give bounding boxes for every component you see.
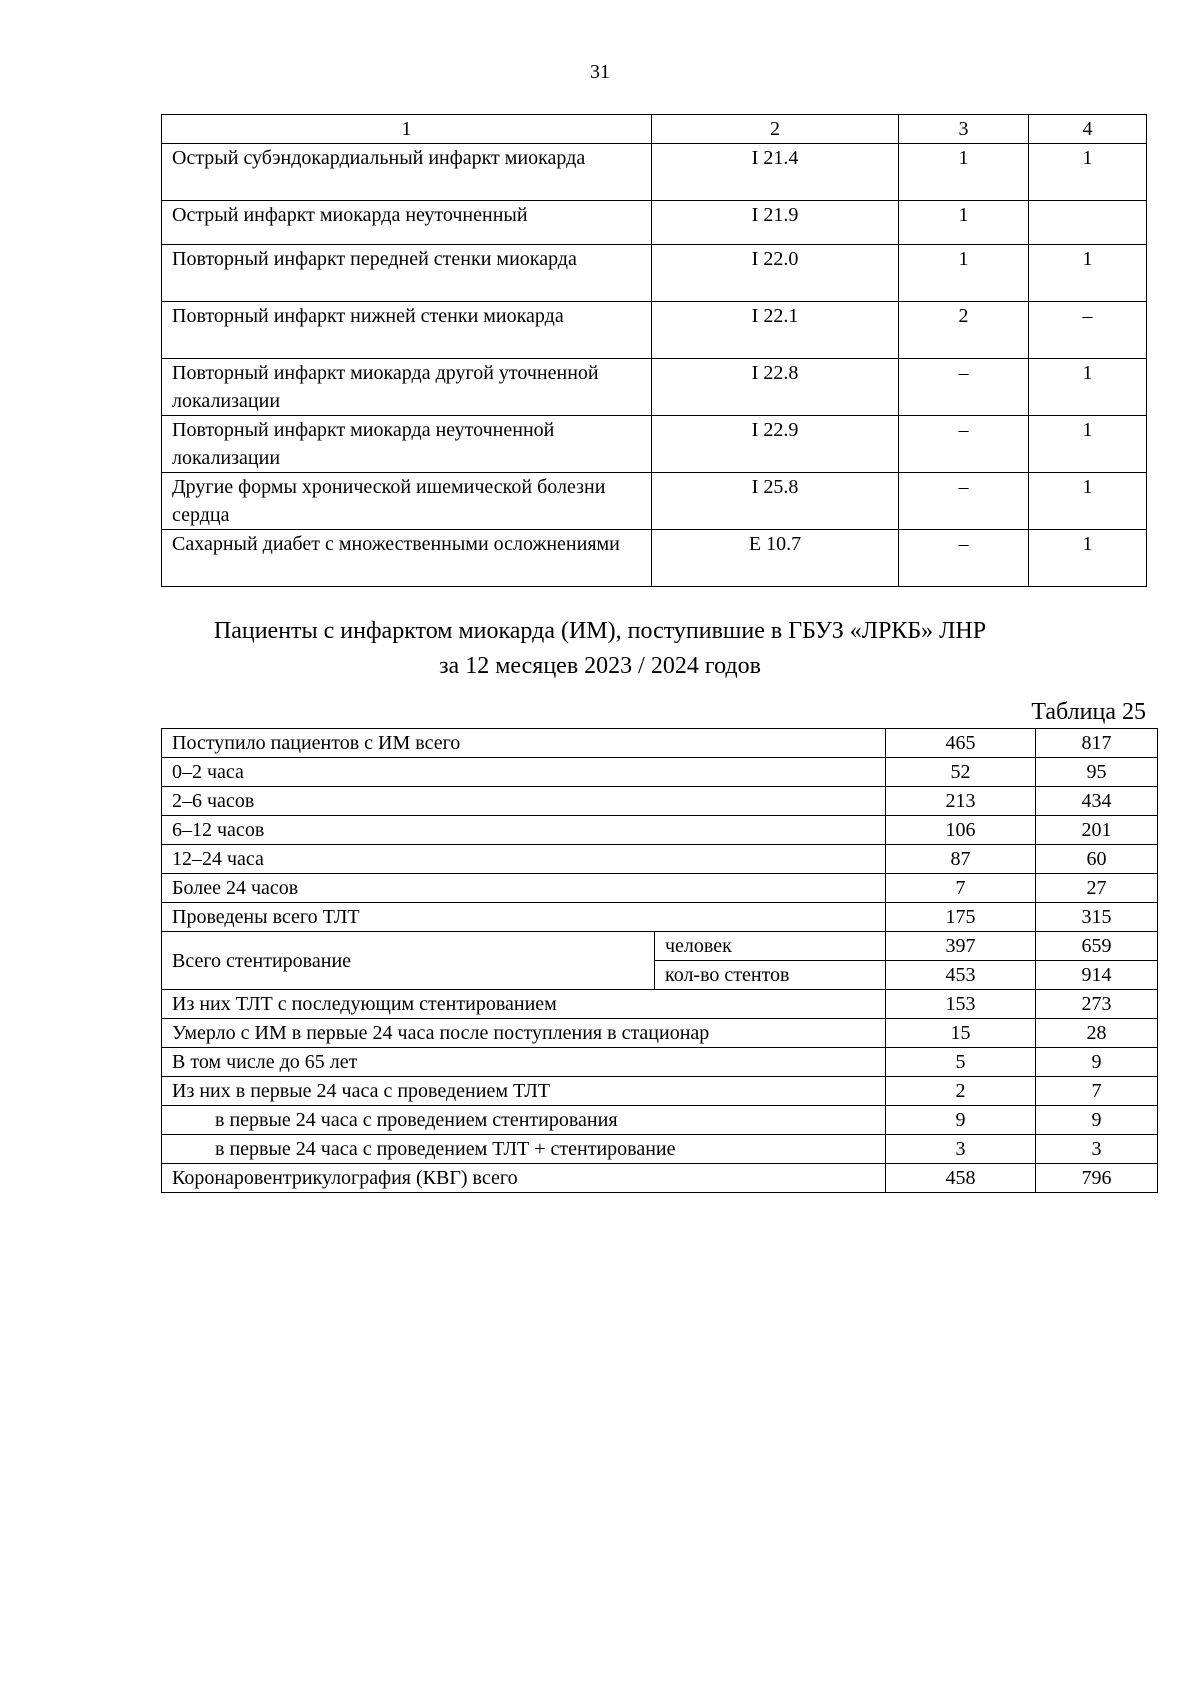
value-2023: 15 — [886, 1019, 1036, 1048]
table-row — [162, 1135, 1158, 1164]
table-label: Таблица 25 — [1031, 699, 1146, 725]
diagnosis-name: Повторный инфаркт миокарда неуточненной локализации — [162, 416, 652, 473]
value-2024: 3 — [1036, 1135, 1158, 1164]
value-2024: 9 — [1036, 1106, 1158, 1135]
row-label: Из них в первые 24 часа с проведением ТЛТ — [162, 1077, 886, 1106]
table-row — [162, 816, 1158, 845]
value-2023: 3 — [886, 1135, 1036, 1164]
cell-value: 1 — [1029, 416, 1147, 473]
value-2024: 95 — [1036, 758, 1158, 787]
row-label: Поступило пациентов с ИМ всего — [162, 729, 886, 758]
diagnosis-name: Повторный инфаркт передней стенки миокарда — [162, 245, 652, 302]
value-2023: 5 — [886, 1048, 1036, 1077]
value-2024: 28 — [1036, 1019, 1158, 1048]
table-row — [162, 201, 1147, 245]
table-row — [162, 932, 1158, 961]
row-label: 12–24 часа — [162, 845, 886, 874]
value-2024: 60 — [1036, 845, 1158, 874]
value-2023: 87 — [886, 845, 1036, 874]
table-row — [162, 302, 1147, 359]
table-row — [162, 990, 1158, 1019]
sub-row-label: человек — [655, 932, 886, 961]
row-label: в первые 24 часа с проведением ТЛТ + стентирование — [162, 1135, 886, 1164]
value-2023: 52 — [886, 758, 1036, 787]
table-row — [162, 245, 1147, 302]
diagnosis-code: I 22.8 — [652, 359, 899, 416]
table-row — [162, 359, 1147, 416]
table-row — [162, 1077, 1158, 1106]
value-2024: 273 — [1036, 990, 1158, 1019]
cell-value: 1 — [1029, 473, 1147, 530]
row-label: Умерло с ИМ в первые 24 часа после поступления в стационар — [162, 1019, 886, 1048]
table-row — [162, 787, 1158, 816]
cell-value: 1 — [1029, 144, 1147, 201]
value-2024: 315 — [1036, 903, 1158, 932]
value-2023: 153 — [886, 990, 1036, 1019]
cell-value: 1 — [899, 144, 1029, 201]
table-row — [162, 1019, 1158, 1048]
table-row — [162, 473, 1147, 530]
value-2023: 2 — [886, 1077, 1036, 1106]
cell-value: 1 — [899, 245, 1029, 302]
table-row — [162, 845, 1158, 874]
value-2023: 7 — [886, 874, 1036, 903]
cell-value: – — [1029, 302, 1147, 359]
value-2024: 7 — [1036, 1077, 1158, 1106]
row-label: Проведены всего ТЛТ — [162, 903, 886, 932]
mi-patients-table — [161, 728, 1158, 1193]
section-title-line: Пациенты с инфарктом миокарда (ИМ), поступившие в ГБУЗ «ЛРКБ» ЛНР — [213, 618, 987, 644]
row-label: Более 24 часов — [162, 874, 886, 903]
value-2024: 796 — [1036, 1164, 1158, 1193]
row-label: Всего стентирование — [162, 932, 655, 990]
diagnosis-name: Другие формы хронической ишемической болезни сердца — [162, 473, 652, 530]
table-row — [162, 144, 1147, 201]
table-header-row — [162, 115, 1147, 144]
diagnosis-code: E 10.7 — [652, 530, 899, 587]
diagnosis-name: Повторный инфаркт миокарда другой уточненной локализации — [162, 359, 652, 416]
row-label: в первые 24 часа с проведением стентирования — [162, 1106, 886, 1135]
row-label: В том числе до 65 лет — [162, 1048, 886, 1077]
value-2023: 213 — [886, 787, 1036, 816]
sub-row-label: кол-во стентов — [655, 961, 886, 990]
value-2024: 659 — [1036, 932, 1158, 961]
table-row — [162, 903, 1158, 932]
diagnosis-name: Повторный инфаркт нижней стенки миокарда — [162, 302, 652, 359]
column-header: 4 — [1029, 115, 1147, 144]
table-row — [162, 530, 1147, 587]
table-row — [162, 874, 1158, 903]
value-2024: 817 — [1036, 729, 1158, 758]
diagnosis-code: I 21.4 — [652, 144, 899, 201]
table-row — [162, 758, 1158, 787]
row-label: 0–2 часа — [162, 758, 886, 787]
diagnosis-code: I 21.9 — [652, 201, 899, 245]
diagnosis-code: I 25.8 — [652, 473, 899, 530]
value-2024: 434 — [1036, 787, 1158, 816]
diagnosis-code: I 22.1 — [652, 302, 899, 359]
column-header: 3 — [899, 115, 1029, 144]
diagnosis-name: Острый инфаркт миокарда неуточненный — [162, 201, 652, 245]
cell-value: 1 — [899, 201, 1029, 245]
diagnosis-code: I 22.0 — [652, 245, 899, 302]
cell-value: – — [899, 473, 1029, 530]
cell-value — [1029, 201, 1147, 245]
cell-value: – — [899, 530, 1029, 587]
cell-value: 1 — [1029, 245, 1147, 302]
value-2024: 201 — [1036, 816, 1158, 845]
table-row — [162, 1048, 1158, 1077]
value-2023: 106 — [886, 816, 1036, 845]
value-2023: 175 — [886, 903, 1036, 932]
diagnosis-code: I 22.9 — [652, 416, 899, 473]
table-row — [162, 416, 1147, 473]
value-2023: 453 — [886, 961, 1036, 990]
column-header: 1 — [162, 115, 652, 144]
diagnosis-name: Острый субэндокардиальный инфаркт миокарда — [162, 144, 652, 201]
table-row — [162, 1164, 1158, 1193]
column-header: 2 — [652, 115, 899, 144]
diagnosis-table — [161, 114, 1147, 587]
cell-value: – — [899, 416, 1029, 473]
section-title — [0, 614, 1200, 684]
cell-value: 1 — [1029, 530, 1147, 587]
row-label: 6–12 часов — [162, 816, 886, 845]
value-2024: 27 — [1036, 874, 1158, 903]
row-label: Из них ТЛТ с последующим стентированием — [162, 990, 886, 1019]
value-2024: 9 — [1036, 1048, 1158, 1077]
cell-value: – — [899, 359, 1029, 416]
value-2024: 914 — [1036, 961, 1158, 990]
table-row — [162, 1106, 1158, 1135]
cell-value: 2 — [899, 302, 1029, 359]
row-label: 2–6 часов — [162, 787, 886, 816]
value-2023: 9 — [886, 1106, 1036, 1135]
value-2023: 397 — [886, 932, 1036, 961]
value-2023: 465 — [886, 729, 1036, 758]
page-number: 31 — [590, 61, 610, 83]
section-title-line: за 12 месяцев 2023 / 2024 годов — [439, 653, 761, 679]
value-2023: 458 — [886, 1164, 1036, 1193]
diagnosis-name: Сахарный диабет с множественными осложнениями — [162, 530, 652, 587]
cell-value: 1 — [1029, 359, 1147, 416]
table-row — [162, 729, 1158, 758]
row-label: Коронаровентрикулография (КВГ) всего — [162, 1164, 886, 1193]
